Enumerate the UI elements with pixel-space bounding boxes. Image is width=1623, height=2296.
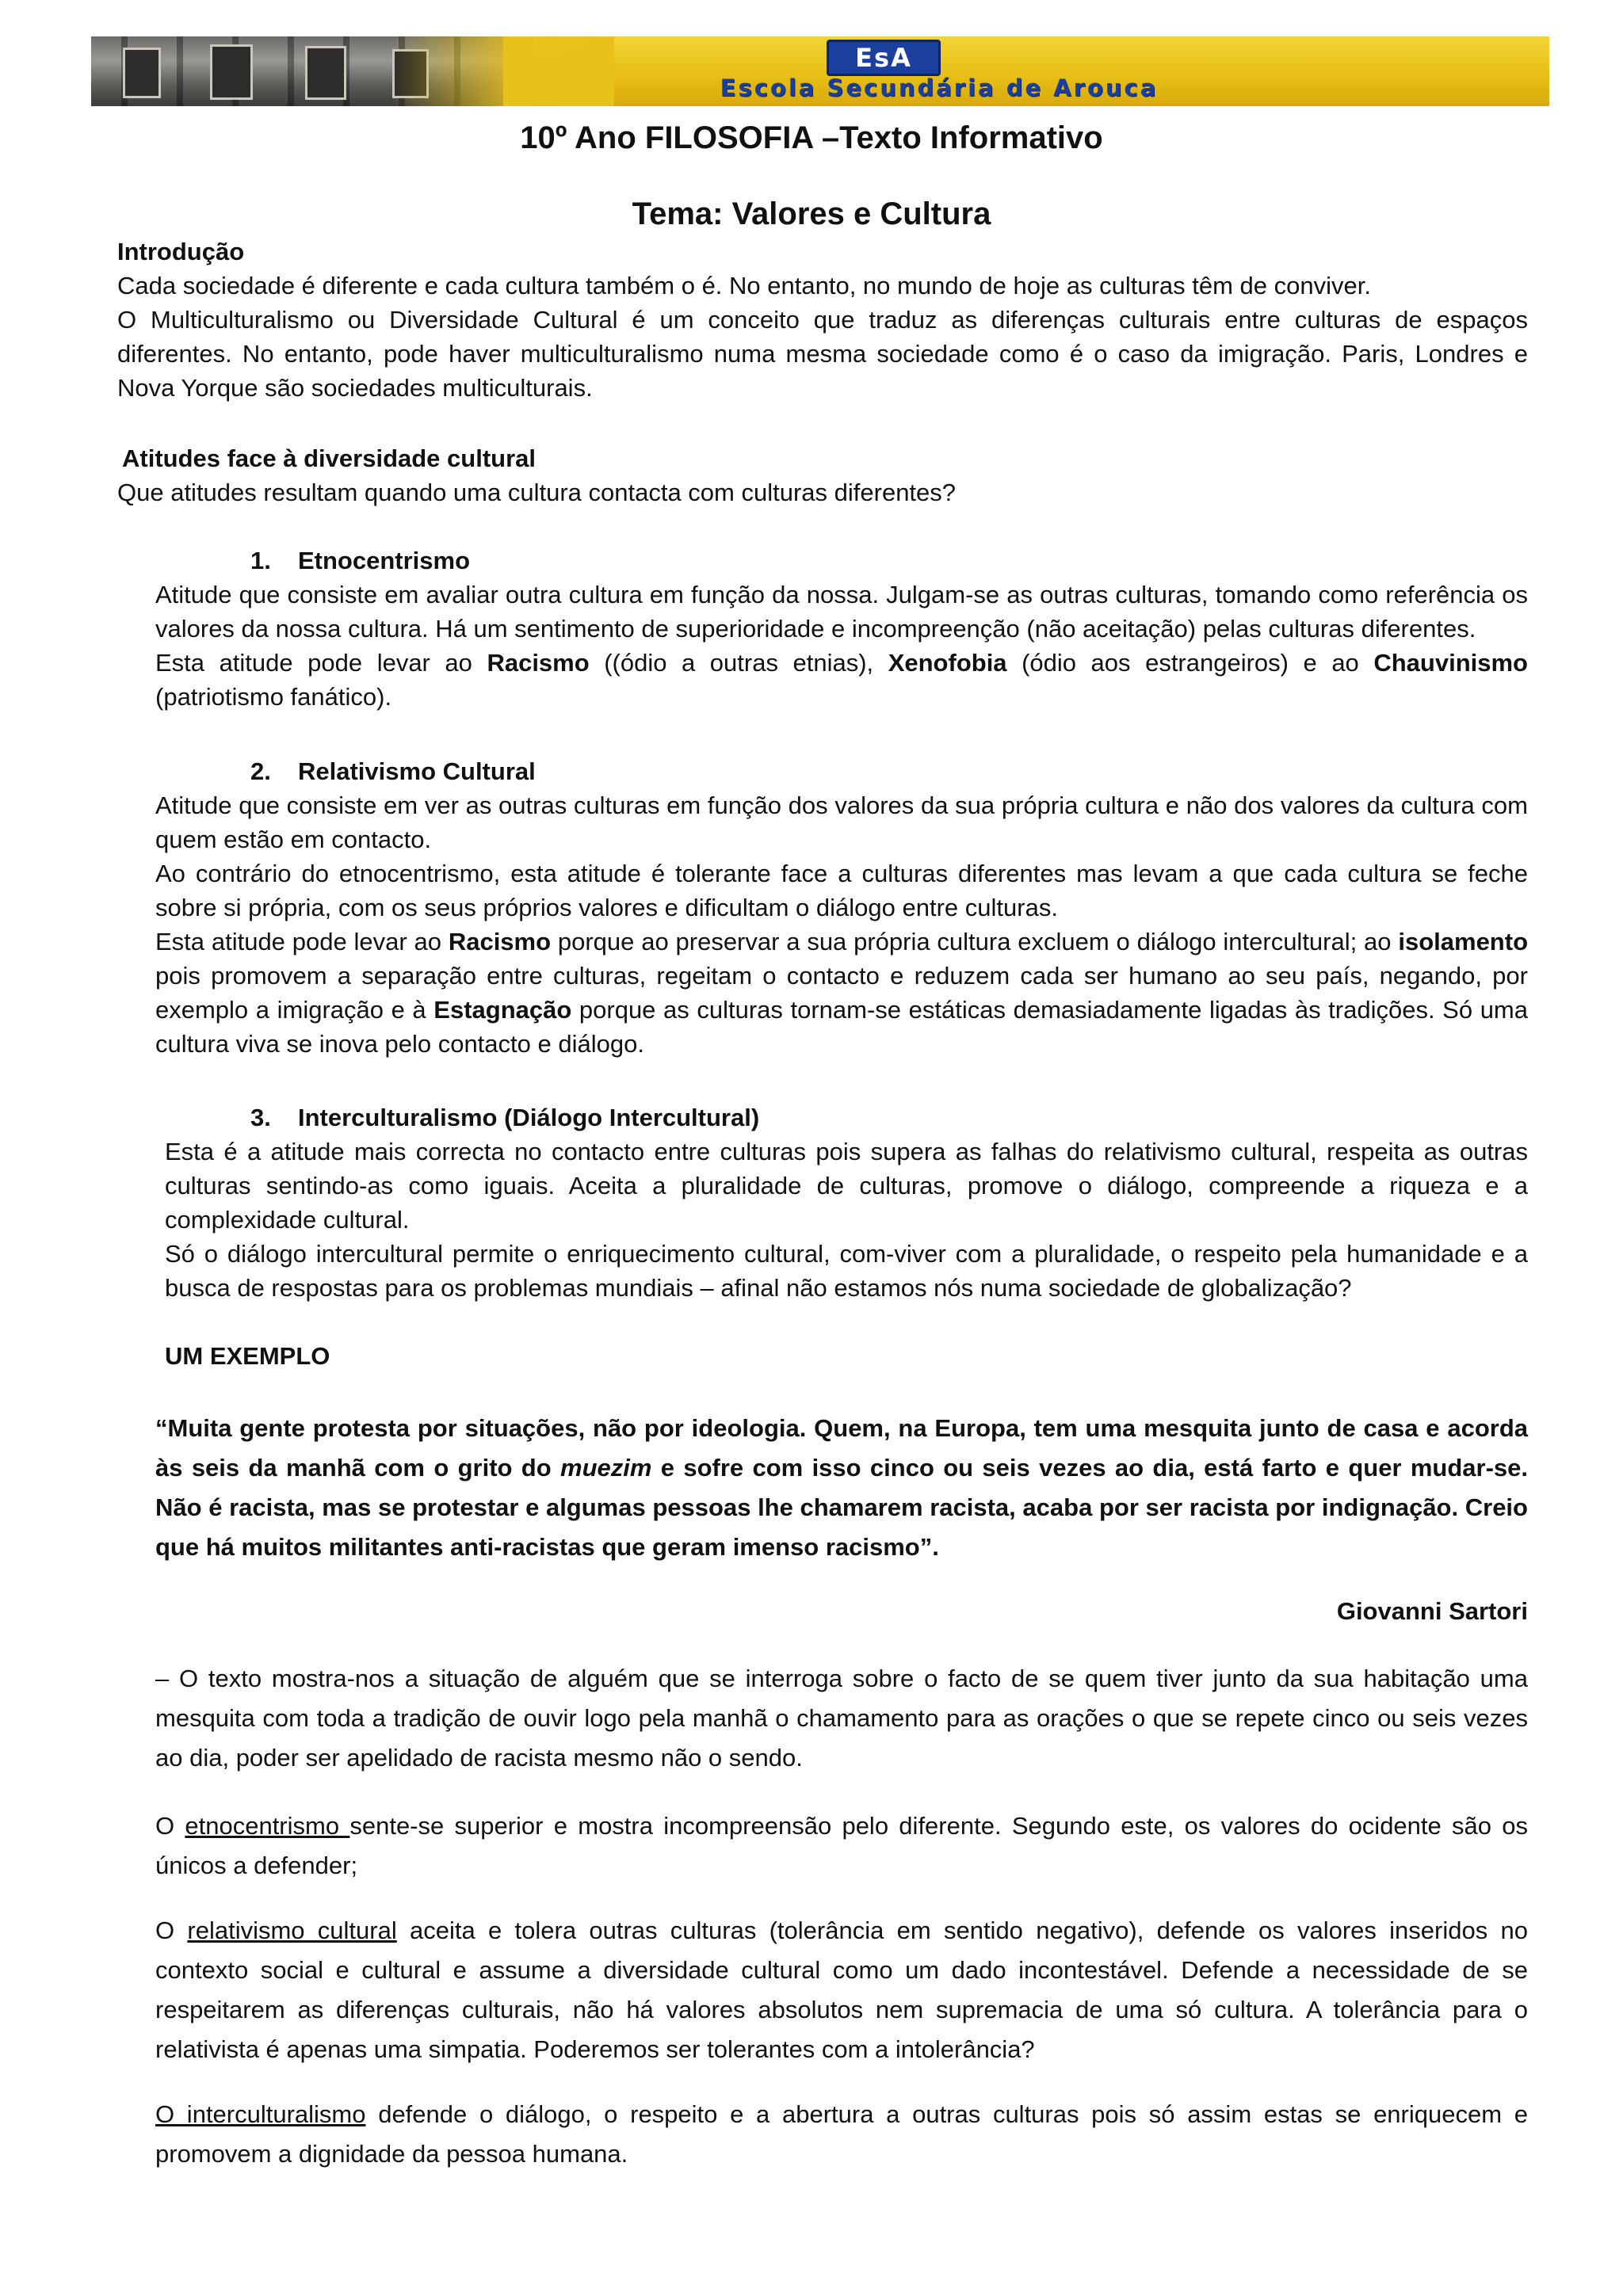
document-title: 10º Ano FILOSOFIA –Texto Informativo — [520, 120, 1103, 155]
section-1-paragraph-2: Esta atitude pode levar ao Racismo ((ódio a outras etnias), Xenofobia (ódio aos estrangeiros) e ao Chauvinismo (patriotismo fanático). — [155, 649, 1528, 711]
section-2-paragraph-1: Atitude que consiste em ver as outras culturas em função dos valores da sua própria cultura e não dos valores da cultura com quem estão em contacto. — [155, 791, 1528, 853]
term-interculturalismo: O interculturalismo — [155, 2100, 366, 2128]
attitudes-heading: Atitudes face à diversidade cultural — [122, 444, 537, 472]
quote-author: Giovanni Sartori — [1336, 1597, 1528, 1625]
term-racismo: Racismo — [487, 649, 590, 677]
attitudes-question: Que atitudes resultam quando uma cultura contacta com culturas diferentes? — [117, 479, 957, 506]
section-2-paragraph-2: Ao contrário do etnocentrismo, esta atitude é tolerante face a culturas diferentes mas levam a que cada cultura se feche sobre si própria, com os seus próprios valores e dificultam o diálogo entre culturas. — [155, 860, 1528, 921]
term-relativismo-cultural: relativismo cultural — [187, 1917, 397, 1944]
section-2-paragraph-3: Esta atitude pode levar ao Racismo porque ao preservar a sua própria cultura excluem o diálogo intercultural; ao isolamento pois promovem a separação entre culturas, regeitam o contacto e reduzem cada ser humano ao seu país, negando, por exemplo a imigração e à Estagnação porque as culturas tornam-se estáticas demasiadamente ligadas às tradições. Só uma cultura viva se inova pelo contacto e diálogo. — [155, 928, 1529, 1058]
analysis-paragraph-4: O interculturalismo defende o diálogo, o respeito e a abertura a outras culturas pois só assim estas se enriquecem e promovem a dignidade da pessoa humana. — [155, 2100, 1528, 2168]
intro-heading: Introdução — [117, 238, 245, 265]
section-1-paragraph-1: Atitude que consiste em avaliar outra cultura em função da nossa. Julgam-se as outras culturas, tomando como referência os valores da nossa cultura. Há um sentimento de superioridade e incompreenção (não aceitação) pelas culturas diferentes. — [155, 581, 1528, 643]
document-theme: Tema: Valores e Cultura — [632, 196, 991, 231]
section-3-title: Interculturalismo (Diálogo Intercultural) — [298, 1104, 760, 1131]
term-estagnacao: Estagnação — [433, 996, 572, 1024]
section-2-number: 2. — [250, 757, 271, 785]
example-quote: “Muita gente protesta por situações, não por ideologia. Quem, na Europa, tem uma mesquita junto de casa e acorda às seis da manhã com o grito do muezim e sofre com isso cinco ou seis vezes ao dia, está farto e quer mudar-se. Não é racista, mas se protestar e algumas pessoas lhe chamarem racista, acaba por ser racista por indignação. Creio que há muitos militantes anti-racistas que geram imenso racismo”. — [155, 1414, 1529, 1561]
term-chauvinismo: Chauvinismo — [1373, 649, 1528, 677]
term-racismo-2: Racismo — [448, 928, 552, 955]
school-banner — [91, 36, 1549, 106]
school-logo: EsA — [827, 40, 941, 76]
term-muezim: muezim — [560, 1454, 652, 1482]
section-3-paragraph-2: Só o diálogo intercultural permite o enriquecimento cultural, com-viver com a pluralidade, o respeito pela humanidade e a busca de respostas para os problemas mundiais – afinal não estamos nós numa sociedade de globalização? — [165, 1240, 1528, 1302]
section-1-number: 1. — [250, 547, 271, 574]
intro-paragraph-2: O Multiculturalismo ou Diversidade Cultural é um conceito que traduz as diferenças culturais entre culturas de espaços diferentes. No entanto, pode haver multiculturalismo numa mesma sociedade como é o caso da imigração. Paris, Londres e Nova Yorque são sociedades multiculturais. — [117, 306, 1528, 402]
analysis-paragraph-1: – O texto mostra-nos a situação de alguém que se interroga sobre o facto de se quem tiver junto da sua habitação uma mesquita com toda a tradição de ouvir logo pela manhã o chamamento para as orações o que se repete cinco ou seis vezes ao dia, poder ser apelidado de racista mesmo não o sendo. — [155, 1665, 1528, 1772]
section-3-paragraph-1: Esta é a atitude mais correcta no contacto entre culturas pois supera as falhas do relativismo cultural, respeita as outras culturas sentindo-as como iguais. Aceita a pluralidade de culturas, promove o diálogo, compreende a riqueza e a complexidade cultural. — [165, 1138, 1528, 1234]
section-2-heading — [250, 754, 536, 788]
term-etnocentrismo: etnocentrismo — [185, 1812, 350, 1840]
section-3-number: 3. — [250, 1104, 271, 1131]
example-heading: UM EXEMPLO — [165, 1342, 330, 1370]
section-3-heading — [250, 1100, 759, 1135]
analysis-paragraph-3: O relativismo cultural aceita e tolera outras culturas (tolerância em sentido negativo), defende os valores inseridos no contexto social e cultural e assume a diversidade cultural como um dado incontestável. Defende a necessidade de se respeitarem as diferenças culturais, não há valores absolutos nem supremacia de uma só cultura. A tolerância para o relativista é apenas uma simpatia. Poderemos ser tolerantes com a intolerância? — [155, 1917, 1528, 2063]
analysis-paragraph-2: O etnocentrismo sente-se superior e mostra incompreensão pelo diferente. Segundo este, os valores do ocidente são os únicos a defender; — [155, 1812, 1528, 1879]
school-name: Escola Secundária de Arouca — [720, 74, 1159, 101]
section-2-title: Relativismo Cultural — [298, 757, 536, 785]
intro-paragraph-1: Cada sociedade é diferente e cada cultura também o é. No entanto, no mundo de hoje as culturas têm de conviver. — [117, 272, 1371, 299]
section-1-title: Etnocentrismo — [298, 547, 471, 574]
section-1-heading — [250, 543, 470, 578]
term-xenofobia: Xenofobia — [888, 649, 1007, 677]
term-isolamento: isolamento — [1398, 928, 1529, 955]
